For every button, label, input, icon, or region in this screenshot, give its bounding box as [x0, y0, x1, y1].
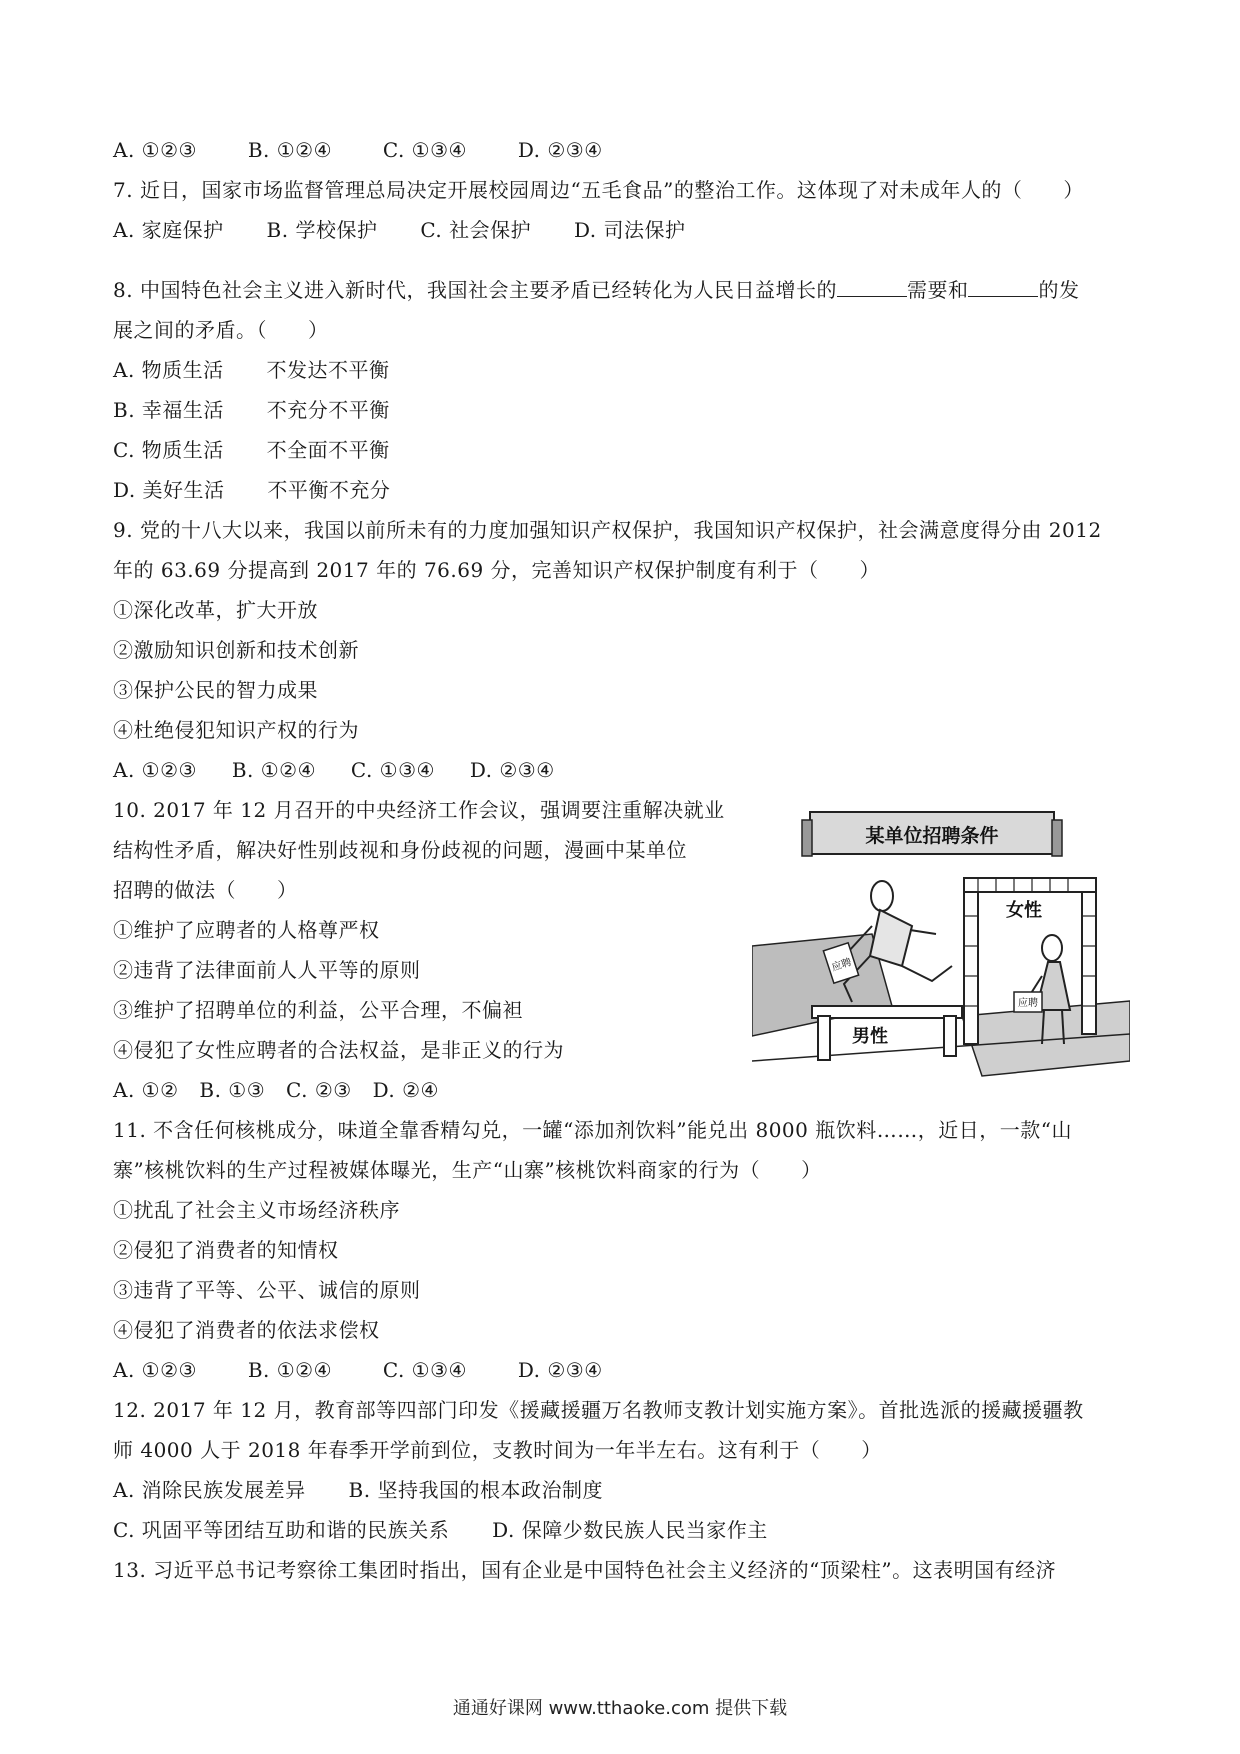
- q9-item-4: ④杜绝侵犯知识产权的行为: [113, 718, 359, 742]
- q13-stem-line1: 13. 习近平总书记考察徐工集团时指出，国有企业是中国特色社会主义经济的“顶梁柱”。这表明国有经济: [113, 1558, 1057, 1582]
- q8-option-d: [113, 476, 390, 504]
- q6-option-b: B. ①②④: [247, 138, 333, 162]
- cartoon-gate-post-right: [1082, 888, 1096, 1034]
- q9-options: [113, 756, 555, 784]
- q10-item-3: ③维护了招聘单位的利益，公平合理，不偏袒: [113, 998, 523, 1022]
- q11-option-d: D. ②③④: [517, 1358, 603, 1382]
- q9-stem-line1: 9. 党的十八大以来，我国以前所未有的力度加强知识产权保护，我国知识产权保护，社会满意度得分由 2012: [113, 518, 1102, 542]
- q11-stem-line1: 11. 不含任何核桃成分，味道全靠香精勾兑，一罐“添加剂饮料”能兑出 8000 瓶饮料……，近日，一款“山: [113, 1118, 1072, 1142]
- cartoon-banner-text: 某单位招聘条件: [865, 825, 999, 847]
- q8-stem-part1: 8. 中国特色社会主义进入新时代，我国社会主要矛盾已经转化为人民日益增长的: [113, 278, 837, 302]
- q12-option-b: B. 坚持我国的根本政治制度: [348, 1478, 603, 1502]
- q8-option-c-letter: C. 物质生活: [113, 438, 224, 462]
- q11-options: [113, 1356, 603, 1384]
- q12-options-row2: [113, 1516, 768, 1544]
- q9-option-b: B. ①②④: [231, 758, 317, 782]
- q11-stem-line2: 寨”核桃饮料的生产过程被媒体曝光，生产“山寨”核桃饮料商家的行为（ ）: [113, 1158, 822, 1182]
- q7-option-c: C. 社会保护: [420, 218, 532, 242]
- q8-option-c-text: 不全面不平衡: [266, 438, 390, 462]
- q6-options: [113, 136, 603, 164]
- q10-option-b: B. ①③: [199, 1078, 266, 1102]
- q8-stem-line2: 展之间的矛盾。（ ）: [113, 318, 329, 342]
- page-footer: 通通好课网 www.tthaoke.com 提供下载: [452, 1698, 788, 1719]
- recruitment-cartoon: [752, 806, 1130, 1078]
- q10-item-1: ①维护了应聘者的人格尊严权: [113, 918, 380, 942]
- q10-item-4: ④侵犯了女性应聘者的合法权益，是非正义的行为: [113, 1038, 564, 1062]
- cartoon-female-paper: [1014, 992, 1042, 1012]
- q12-stem-line2: 师 4000 人于 2018 年春季开学前到位，支教时间为一年半左右。这有利于（ ）: [113, 1438, 882, 1462]
- q7-option-b: B. 学校保护: [266, 218, 378, 242]
- q8-option-a: [113, 356, 390, 384]
- q8-stem-part3: 的发: [1038, 278, 1080, 302]
- q8-blank-1: [837, 278, 907, 297]
- q8-option-b-text: 不充分不平衡: [266, 398, 390, 422]
- q10-option-a: A. ①②: [113, 1078, 179, 1102]
- q10-stem-line3: 招聘的做法（ ）: [113, 878, 298, 902]
- q9-stem-line2: 年的 63.69 分提高到 2017 年的 76.69 分，完善知识产权保护制度有利于（ ）: [113, 558, 881, 582]
- q12-option-d: D. 保障少数民族人民当家作主: [492, 1518, 768, 1542]
- q9-item-3: ③保护公民的智力成果: [113, 678, 318, 702]
- q12-stem-line1: 12. 2017 年 12 月，教育部等四部门印发《援藏援疆万名教师支教计划实施方案》。首批选派的援藏援疆教: [113, 1398, 1084, 1422]
- q10-stem-line2: 结构性矛盾，解决好性别歧视和身份歧视的问题，漫画中某单位: [113, 838, 687, 862]
- q8-stem-line1: [113, 276, 1079, 304]
- cartoon-female-paper-label: 应聘: [1018, 998, 1038, 1009]
- q6-option-d: D. ②③④: [517, 138, 603, 162]
- q7-options: [113, 216, 686, 244]
- q8-option-b: [113, 396, 390, 424]
- q8-option-a-text: 不发达不平衡: [266, 358, 390, 382]
- cartoon-banner-left-tab: [802, 820, 812, 856]
- q11-option-a: A. ①②③: [113, 1358, 197, 1382]
- q6-option-a: A. ①②③: [113, 138, 197, 162]
- q9-item-2: ②激励知识创新和技术创新: [113, 638, 359, 662]
- q8-option-d-letter: D. 美好生活: [113, 478, 225, 502]
- q9-item-1: ①深化改革，扩大开放: [113, 598, 318, 622]
- q7-option-a: A. 家庭保护: [113, 218, 224, 242]
- q11-option-b: B. ①②④: [247, 1358, 333, 1382]
- q9-option-d: D. ②③④: [469, 758, 555, 782]
- cartoon-male-paper-label: 应聘: [830, 957, 853, 974]
- q7-option-d: D. 司法保护: [573, 218, 686, 242]
- q8-stem-part2: 需要和: [906, 278, 969, 302]
- q11-item-4: ④侵犯了消费者的依法求偿权: [113, 1318, 380, 1342]
- q8-blank-2: [968, 278, 1038, 297]
- q9-option-c: C. ①③④: [350, 758, 435, 782]
- q11-option-c: C. ①③④: [382, 1358, 467, 1382]
- q6-option-c: C. ①③④: [382, 138, 467, 162]
- q10-option-c: C. ②③: [286, 1078, 352, 1102]
- q10-options: [113, 1076, 439, 1104]
- cartoon-hurdle-bar: [812, 1006, 962, 1018]
- cartoon-hurdle-leg-left: [818, 1016, 830, 1060]
- cartoon-gate-top-bar: [964, 878, 1096, 892]
- cartoon-gate-stripes: [964, 878, 1096, 1006]
- cartoon-ground-right: [962, 1001, 1130, 1076]
- q10-item-2: ②违背了法律面前人人平等的原则: [113, 958, 421, 982]
- q8-option-a-letter: A. 物质生活: [113, 358, 224, 382]
- cartoon-female-label: 女性: [1006, 900, 1042, 921]
- q8-option-c: [113, 436, 390, 464]
- q12-options-row1: [113, 1476, 603, 1504]
- q11-item-1: ①扰乱了社会主义市场经济秩序: [113, 1198, 400, 1222]
- q8-option-b-letter: B. 幸福生活: [113, 398, 224, 422]
- q12-option-a: A. 消除民族发展差异: [113, 1478, 306, 1502]
- q10-option-d: D. ②④: [372, 1078, 439, 1102]
- q9-option-a: A. ①②③: [113, 758, 197, 782]
- q7-stem: 7. 近日，国家市场监督管理总局决定开展校园周边“五毛食品”的整治工作。这体现了对未成年人的（ ）: [113, 178, 1084, 202]
- cartoon-hurdle-leg-right: [944, 1016, 956, 1056]
- q11-item-3: ③违背了平等、公平、诚信的原则: [113, 1278, 421, 1302]
- q8-option-d-text: 不平衡不充分: [267, 478, 391, 502]
- q12-option-c: C. 巩固平等团结互助和谐的民族关系: [113, 1518, 450, 1542]
- cartoon-gate-post-left: [964, 884, 978, 1044]
- cartoon-male-label: 男性: [852, 1026, 888, 1047]
- cartoon-banner-right-tab: [1052, 820, 1062, 856]
- q10-stem-line1: 10. 2017 年 12 月召开的中央经济工作会议，强调要注重解决就业: [113, 798, 725, 822]
- q11-item-2: ②侵犯了消费者的知情权: [113, 1238, 339, 1262]
